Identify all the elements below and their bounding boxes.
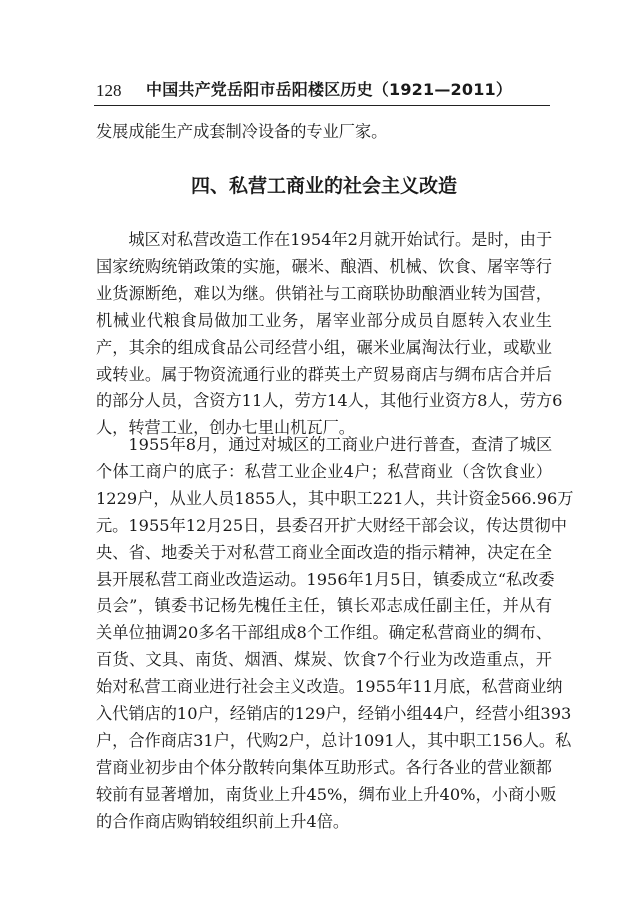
page-number: 128 bbox=[96, 81, 122, 100]
text-line: 的合作商店购销较组织前上升4倍。 bbox=[96, 811, 350, 831]
text-line: 百货、文具、南货、烟酒、煤炭、饮食7个行业为改造重点，开 bbox=[96, 650, 552, 670]
text-line: 户，合作商店31户，代购2户，总计1091人，其中职工156人。私 bbox=[96, 730, 572, 750]
text-line: 的部分人员，含资方11人，劳方14人，其他行业资方8人，劳方6 bbox=[96, 391, 563, 411]
text-line: 央、省、地委关于对私营工商业全面改造的指示精神，决定在全 bbox=[96, 542, 552, 562]
text-line: 1955年8月，通过对城区的工商业户进行普查，查清了城区 bbox=[96, 435, 553, 454]
text-line: 人，转营工业，创办七里山机瓦厂。 bbox=[96, 418, 355, 438]
paragraph-1 bbox=[96, 227, 563, 442]
text-line: 产，其余的组成食品公司经营小组，碾米业属淘汰行业，或歇业 bbox=[96, 337, 552, 357]
carryover-paragraph bbox=[96, 119, 552, 146]
text-line: 个体工商户的底子：私营工业企业4户；私营商业（含饮食业） bbox=[96, 461, 552, 481]
text-line: 入代销店的10户，经销店的129户，经销小组44户，经营小组393 bbox=[96, 704, 572, 724]
text-line: 发展成能生产成套制冷设备的专业厂家。 bbox=[96, 122, 388, 141]
text-line: 始对私营工商业进行社会主义改造。1955年11月底，私营商业纳 bbox=[96, 677, 563, 697]
paragraph-2 bbox=[96, 432, 574, 836]
text-line: 1229户，从业人员1855人，其中职工221人，共计资金566.96万 bbox=[96, 488, 574, 508]
running-title: 中国共产党岳阳市岳阳楼区历史（1921—2011） bbox=[146, 80, 513, 99]
text-line: 城区对私营改造工作在1954年2月就开始试行。是时，由于 bbox=[96, 230, 553, 249]
header-rule bbox=[94, 105, 550, 106]
text-line: 营商业初步由个体分散转向集体互助形式。各行各业的营业额都 bbox=[96, 757, 552, 777]
text-line: 元。1955年12月25日，县委召开扩大财经干部会议，传达贯彻中 bbox=[96, 515, 567, 535]
text-line: 业货源断绝，难以为继。供销社与工商联协助酿酒业转为国营， bbox=[96, 283, 552, 303]
text-line: 县开展私营工商业改造运动。1956年1月5日，镇委成立“私改委 bbox=[96, 569, 555, 589]
section-heading: 四、私营工商业的社会主义改造 bbox=[190, 175, 457, 197]
text-line: 国家统购统销政策的实施，碾米、酿酒、机械、饮食、屠宰等行 bbox=[96, 256, 552, 276]
text-line: 较前有显著增加，南货业上升45%，绸布业上升40%，小商小贩 bbox=[96, 784, 557, 804]
text-line: 关单位抽调20多名干部组成8个工作组。确定私营商业的绸布、 bbox=[96, 623, 552, 643]
text-line: 或转业。属于物资流通行业的群英土产贸易商店与绸布店合并后 bbox=[96, 364, 552, 384]
text-line: 员会”，镇委书记杨先槐任主任，镇长邓志成任副主任，并从有 bbox=[96, 596, 552, 616]
text-line: 机械业代粮食局做加工业务，屠宰业部分成员自愿转入农业生 bbox=[96, 310, 552, 330]
